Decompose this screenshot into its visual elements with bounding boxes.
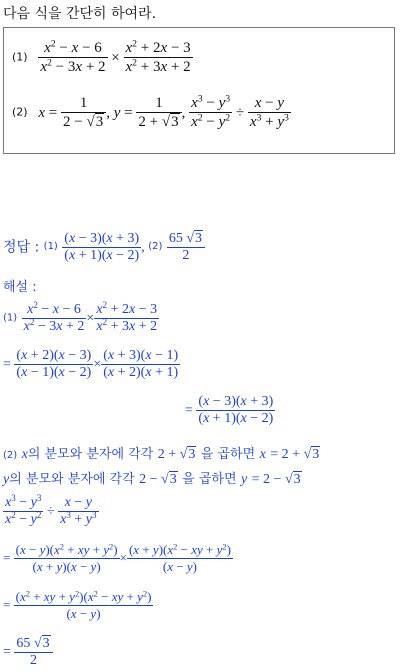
answer-1-label: (1) — [43, 241, 58, 253]
solution-1-step-3: = $\frac{(x - 3)(x + 3)}{(x + 1)(x - 2)}$ — [185, 394, 274, 427]
solution-2-step-3: = $\frac{(x^2 + xy + y^2)(x^2 - xy + y^2)}{(x - y)}$ — [3, 588, 152, 621]
solution-label: 해설 : — [3, 280, 37, 295]
solution-1-step-2: = $\frac{(x + 2)(x - 3)}{(x - 1)(x - 2)}$ × $\frac{(x + 3)(x - 1)}{(x + 2)(x + 1)}$ — [3, 348, 179, 381]
solution-2-line-2: y의 분모와 분자에 각각 2 − √3 을 곱하면 y = 2 − √3 — [3, 472, 301, 487]
problem-2: (2) x = $\frac{1}{2 - √3}$ , y = $\frac{1}{2 + √3}$ , $\frac{x^3 - y^3}{x^2 - y^2}$ ÷ $\frac{x - y}{x^3 + y^3}$ — [12, 93, 289, 131]
solution-2-line-1: (2) x의 분모와 분자에 각각 2 + √3 을 곱하면 x = 2 + √3 — [3, 447, 320, 462]
solution-2-result: = $\frac{65 √3}{2}$ — [3, 635, 53, 670]
question-text: 다음 식을 간단히 하여라. — [3, 6, 157, 22]
solution-2-line-1-text: 의 분모와 분자에 각각 — [27, 447, 154, 462]
solution-2-line-2-after: 을 곱하면 — [182, 472, 237, 487]
solution-2-step-1: $\frac{x^3 - y^3}{x^2 - y^2}$ ÷ $\frac{x - y}{x^3 + y^3}$ — [5, 493, 97, 528]
solution-2-label: (2) — [3, 450, 18, 461]
solution-2-line-1-after: 을 곱하면 — [200, 447, 256, 462]
problem-1-label: (1) — [12, 50, 28, 64]
solution-1-label: (1) — [3, 312, 18, 324]
solution-2-line-2-text: 의 분모와 분자에 각각 — [9, 472, 135, 487]
solution-2-step-2: = $\frac{(x - y)(x^2 + xy + y^2)}{(x + y)(x - y)}$ × $\frac{(x + y)(x^2 - xy + y^2)}{(x - y)}$ — [3, 541, 231, 574]
solution-1-step-1: (1) $\frac{x^2 - x - 6}{x^2 - 3x + 2}$ × $\frac{x^2 + 2x - 3}{x^2 + 3x + 2}$ — [3, 300, 158, 335]
answer-label: 정답 : — [3, 239, 40, 256]
answer-line: 정답 : (1) $\frac{(x - 3)(x + 3)}{(x + 1)(x - 2)}$ , (2) $\frac{65 √3}{2}$ — [3, 230, 205, 265]
problem-2-label: (2) — [12, 105, 28, 119]
problem-1: (1) $\frac{x^2 - x - 6}{x^2 - 3x + 2}$ × $\frac{x^2 + 2x - 3}{x^2 + 3x + 2}$ — [12, 38, 191, 76]
answer-2-label: (2) — [148, 241, 163, 253]
